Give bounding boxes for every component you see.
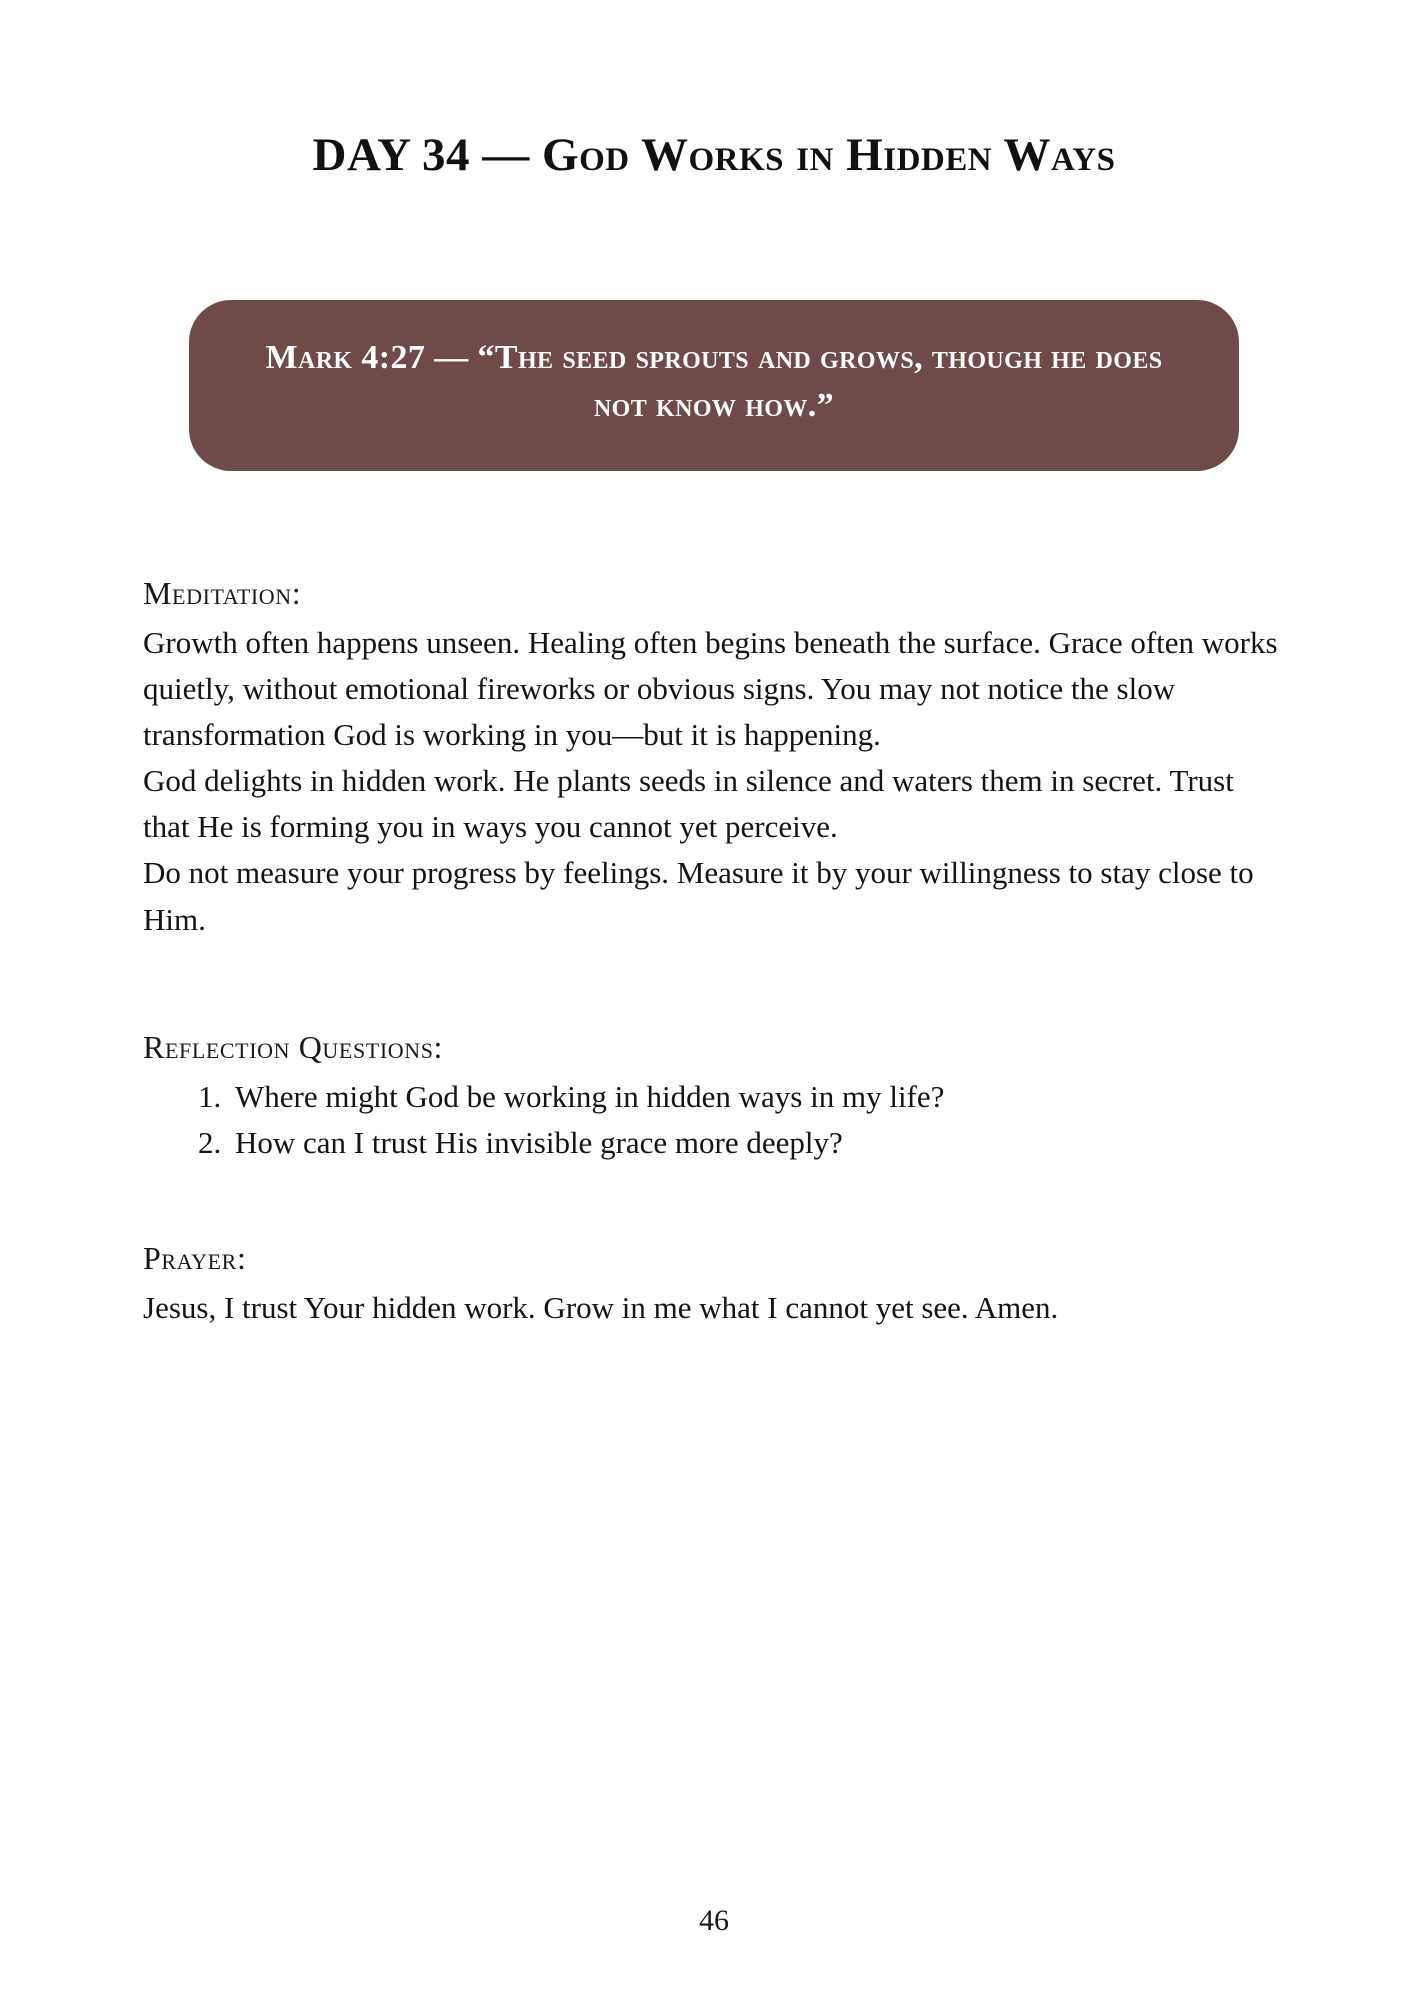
reflection-question-list (143, 1074, 1288, 1166)
meditation-body (143, 620, 1288, 943)
list-item: 2. How can I trust His invisible grace more deeply? (229, 1120, 1288, 1166)
section-spacer-1 (143, 943, 1288, 1029)
list-item: 1. Where might God be working in hidden ways in my life? (229, 1074, 1288, 1120)
meditation-paragraph-3: Do not measure your progress by feelings. Measure it by your willingness to stay close to Him. (143, 855, 1254, 937)
prayer-section (143, 1240, 1288, 1331)
prayer-label: Prayer: (143, 1240, 247, 1277)
prayer-body: Jesus, I trust Your hidden work. Grow in me what I cannot yet see. Amen. (143, 1290, 1059, 1326)
page-title: DAY 34 — God Works in Hidden Ways (312, 129, 1116, 181)
meditation-section (143, 575, 1288, 943)
verse-text: Mark 4:27 — “The seed sprouts and grows, though he does not know how.” (265, 339, 1163, 425)
reflection-section (143, 1029, 1288, 1166)
reflection-label: Reflection Questions: (143, 1028, 444, 1065)
meditation-paragraph-2: God delights in hidden work. He plants seeds in silence and waters them in secret. Trust that He is forming you in ways you cannot yet perceive. (143, 763, 1234, 845)
meditation-label: Meditation: (143, 574, 302, 611)
verse-callout-box (189, 300, 1239, 471)
section-spacer-2 (143, 1166, 1288, 1240)
page-number: 46 (699, 1904, 729, 1937)
meditation-paragraph-1: Growth often happens unseen. Healing often begins beneath the surface. Grace often works quietly, without emotional fireworks or obvious signs. You may not notice the slow transformation God is working in you—but it is happening. (143, 624, 1278, 752)
document-content (140, 575, 1288, 1332)
